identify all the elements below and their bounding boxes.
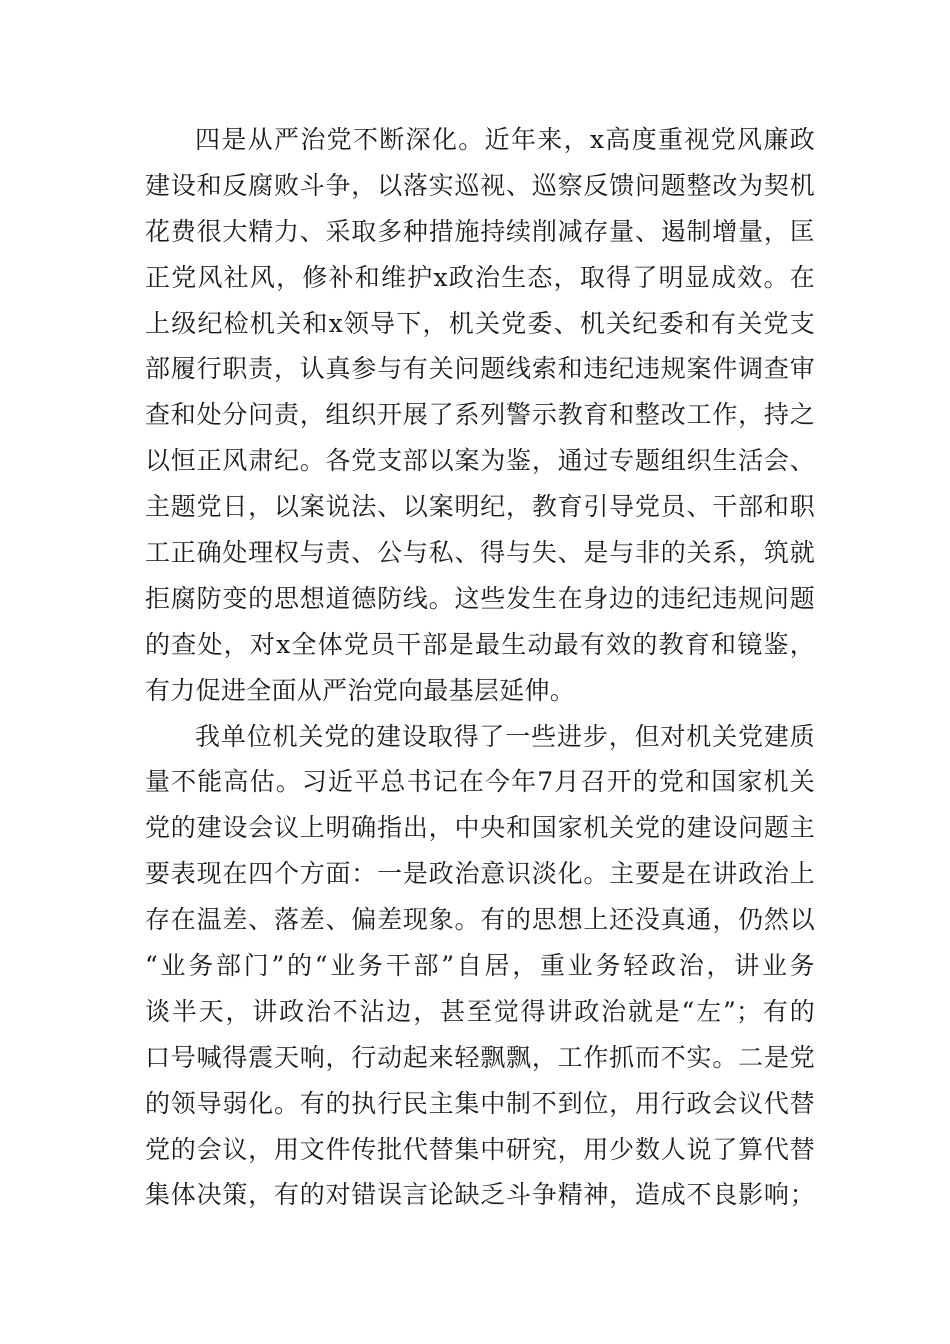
text-line: 的查处，对x全体党员干部是最生动最有效的教育和镜鉴， <box>145 629 815 659</box>
text-line: 党的建设会议上明确指出，中央和国家机关党的建设问题主 <box>145 813 815 843</box>
text-line: 量不能高估。习近平总书记在今年7月召开的党和国家机关 <box>145 767 815 797</box>
text-line: 主题党日，以案说法、以案明纪，教育引导党员、干部和职 <box>145 492 815 522</box>
text-line: 要表现在四个方面：一是政治意识淡化。主要是在讲政治上 <box>145 859 815 889</box>
text-line: 花费很大精力、采取多种措施持续削减存量、遏制增量，匡 <box>145 216 815 246</box>
text-line: 集体决策，有的对错误言论缺乏斗争精神，造成不良影响； <box>145 1180 815 1210</box>
paragraph-1 <box>145 117 815 714</box>
text-line: “业务部门”的“业务干部”自居，重业务轻政治，讲业务 <box>145 951 815 981</box>
text-line: 我单位机关党的建设取得了一些进步，但对机关党建质 <box>195 721 815 751</box>
text-line: 以恒正风肃纪。各党支部以案为鉴，通过专题组织生活会、 <box>145 446 815 476</box>
text-line: 正党风社风，修补和维护x政治生态，取得了明显成效。在 <box>145 262 815 292</box>
document-body <box>145 117 815 1218</box>
text-line: 工正确处理权与责、公与私、得与失、是与非的关系，筑就 <box>145 538 815 568</box>
paragraph-2 <box>145 714 815 1219</box>
text-line: 四是从严治党不断深化。近年来，x高度重视党风廉政 <box>195 125 815 154</box>
text-line: 建设和反腐败斗争，以落实巡视、巡察反馈问题整改为契机 <box>145 170 815 200</box>
text-line: 拒腐防变的思想道德防线。这些发生在身边的违纪违规问题 <box>145 583 815 613</box>
text-line: 有力促进全面从严治党向最基层延伸。 <box>145 675 576 705</box>
text-line: 的领导弱化。有的执行民主集中制不到位，用行政会议代替 <box>145 1088 815 1118</box>
text-line: 谈半天，讲政治不沾边，甚至觉得讲政治就是“左”；有的 <box>145 996 815 1026</box>
text-line: 查和处分问责，组织开展了系列警示教育和整改工作，持之 <box>145 400 815 430</box>
text-line: 存在温差、落差、偏差现象。有的思想上还没真通，仍然以 <box>145 905 815 935</box>
text-line: 上级纪检机关和x领导下，机关党委、机关纪委和有关党支 <box>145 308 815 338</box>
text-line: 党的会议，用文件传批代替集中研究，用少数人说了算代替 <box>145 1134 815 1164</box>
text-line: 部履行职责，认真参与有关问题线索和违纪违规案件调查审 <box>145 354 815 384</box>
text-line: 口号喊得震天响，行动起来轻飘飘，工作抓而不实。二是党 <box>145 1042 815 1072</box>
